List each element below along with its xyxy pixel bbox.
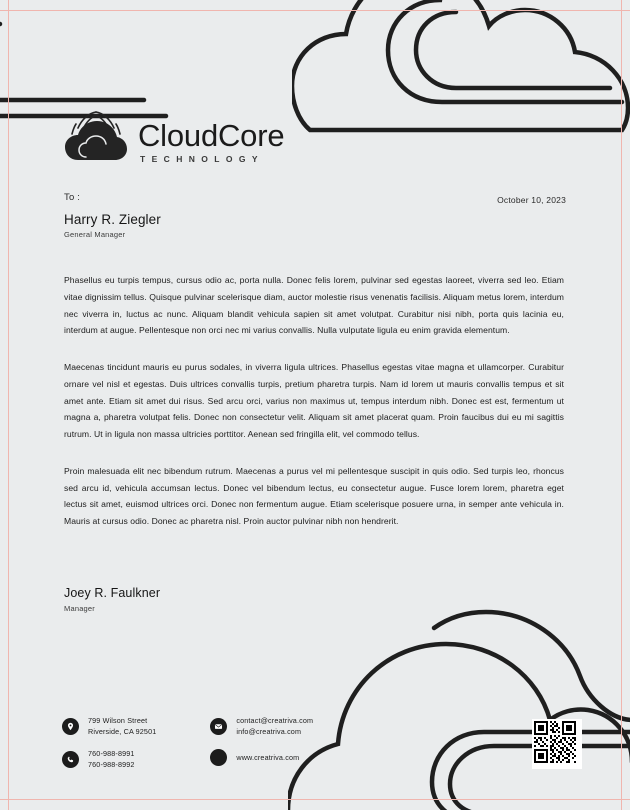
- body-paragraph: Phasellus eu turpis tempus, cursus odio ac, porta nulla. Donec felis lorem, pulvinar sed egestas laoreet, viverra sed leo. Etiam vitae dignissim tellus. Quisque pulvinar scelerisque diam, auctor molestie risus venenatis facilisis. Aliquam metus lorem, interdum nec viverra in, luctus ac nunc. Aliquam blandit vehicula sapien sit amet volutpat. Curabitur nisi nibh, porta quis lacinia eu, interdum at augue. Pellentesque non orci nec mi varius convallis. Nulla vulputate ligula eu enim gravida elementum.: [64, 275, 564, 336]
- email-line-2: info@creatriva.com: [236, 727, 302, 736]
- footer-phone: [62, 749, 156, 769]
- email-line-1: contact@creatriva.com: [236, 716, 314, 725]
- address-line-2: Riverside, CA 92501: [88, 727, 157, 736]
- footer-address: [62, 716, 156, 736]
- website-line-1: www.creatriva.com: [236, 753, 300, 762]
- location-pin-icon: [62, 718, 79, 735]
- brand-tagline: TECHNOLOGY: [140, 154, 264, 164]
- brand-logo: [62, 108, 284, 166]
- website-lines: [236, 753, 299, 762]
- letter-body: [64, 272, 564, 530]
- footer-column-right: [210, 716, 313, 769]
- address-line-1: 799 Wilson Street: [88, 716, 148, 725]
- recipient-name: Harry R. Ziegler: [64, 212, 161, 227]
- email-lines: [236, 716, 313, 736]
- phone-line-2: 760-988-8992: [88, 760, 135, 769]
- globe-icon: [210, 749, 227, 766]
- phone-icon: [62, 751, 79, 768]
- envelope-icon: [210, 718, 227, 735]
- to-label: To :: [64, 192, 81, 203]
- brand-wordmark: [138, 120, 284, 166]
- cloud-icon: [62, 108, 130, 166]
- body-paragraph: Proin malesuada elit nec bibendum rutrum. Maecenas a purus vel mi pellentesque suscipit in quis odio. Sed turpis leo, rhoncus sed arcu id, vehicula accumsan lectus. Donec vel bibendum lectus, eu consectetur augue. Fusce lorem lorem, pharetra eget lectus sit amet, euismod ultrices orci. Donec non fermentum augue. Etiam scelerisque posuere urna, in semper ante vehicula in. Mauris at cursus odio. Donec ac pharetra nisl. Proin auctor pulvinar nibh non hendrerit.: [64, 465, 564, 526]
- footer-contact-block: [62, 716, 313, 769]
- brand-name: CloudCore: [138, 118, 285, 153]
- recipient-role: General Manager: [64, 230, 126, 239]
- body-paragraph: Maecenas tincidunt mauris eu purus sodales, in viverra ligula ultrices. Phasellus egestas vitae magna et ullamcorper. Curabitur ornare vel nisl et egestas. Duis ultrices convallis turpis, pretium pharetra turpis. Nam id lorem ut mauris convallis tempus et sit amet ante. Etiam sit amet dui risus. Sed arcu orci, varius non maximus ut, tempus interdum nibh. Donec est est, fermentum ut magna a, pharetra volutpat felis. Donec non consectetur velit. Aliquam sit amet placerat quam. Proin faucibus dui eu mi sagittis rutrum. Ut in ligula non massa ultricies porttitor. Aenean sed fringilla elit, vel commodo tellus.: [64, 362, 564, 439]
- signature-name: Joey R. Faulkner: [64, 586, 161, 600]
- address-lines: [88, 716, 156, 736]
- letter-date: October 10, 2023: [497, 195, 566, 205]
- footer-email: [210, 716, 313, 736]
- signature-role: Manager: [64, 604, 96, 613]
- footer-column-left: [62, 716, 156, 769]
- phone-line-1: 760-988-8991: [88, 749, 135, 758]
- qr-code-icon[interactable]: [532, 719, 582, 769]
- footer-website: [210, 749, 313, 766]
- phone-lines: [88, 749, 135, 769]
